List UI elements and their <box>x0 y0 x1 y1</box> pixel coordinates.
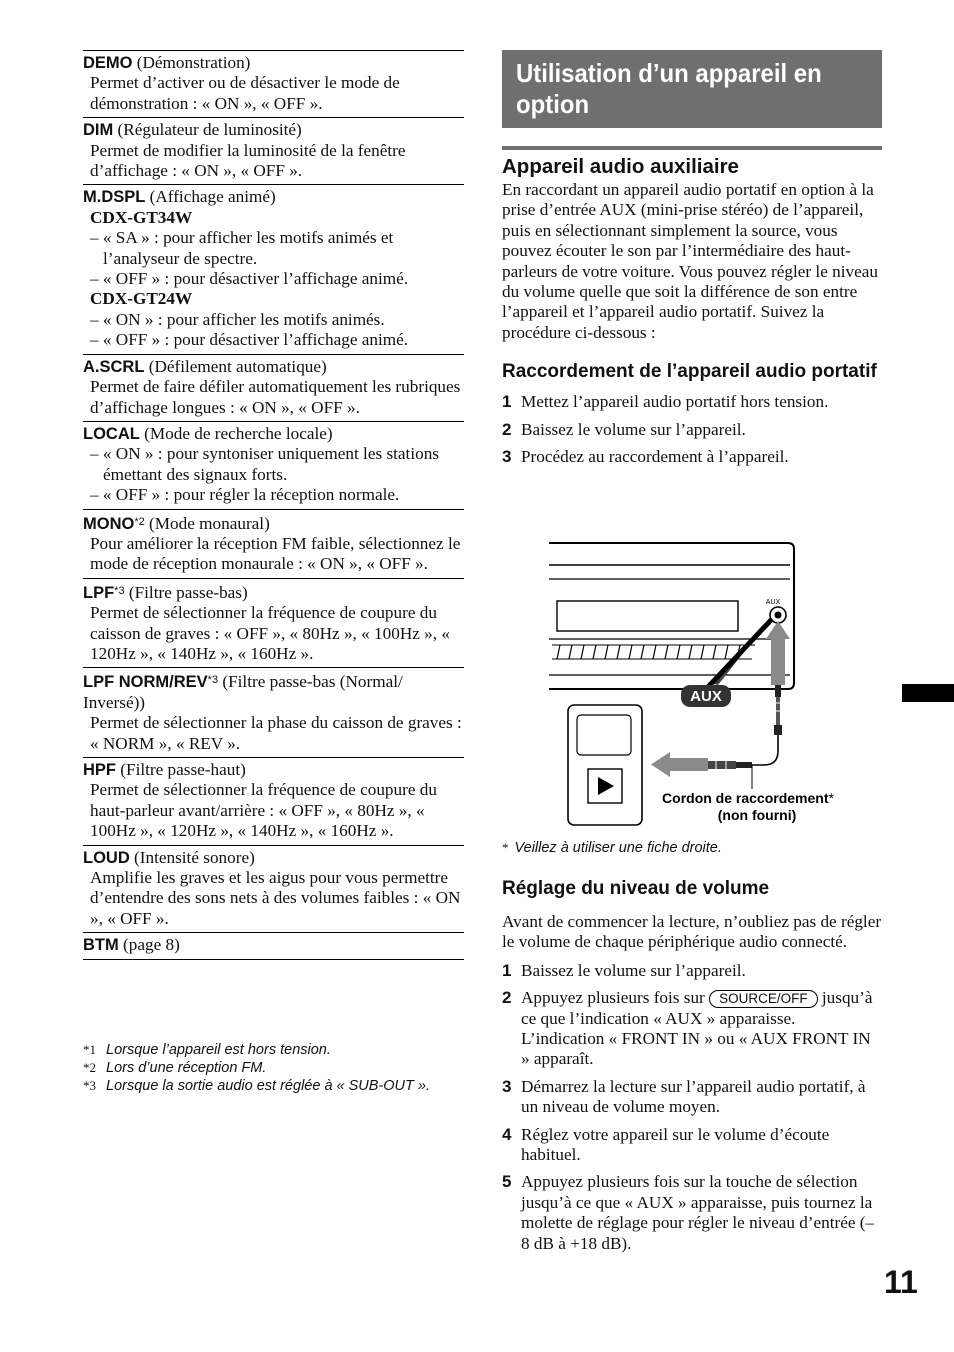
footnote-mark: *1 <box>83 1042 96 1057</box>
setting-description: Permet de faire défiler automatiquement les rubriques d’affichage longues : « ON », « OFF ». <box>90 377 461 417</box>
setting-label: (Intensité sonore) <box>129 847 255 867</box>
volume-intro: Avant de commencer la lecture, n’oubliez pas de régler le volume de chaque périphérique audio connecté. <box>502 912 882 952</box>
step-number: 4 <box>502 1124 512 1144</box>
settings-list <box>83 50 464 960</box>
cord-note: (non fourni) <box>717 807 797 823</box>
step-text: Démarrez la lecture sur l’appareil audio portatif, à un niveau de volume moyen. <box>521 1076 866 1117</box>
setting-entry <box>83 184 464 353</box>
step-text: Procédez au raccordement à l’appareil. <box>521 447 789 467</box>
setting-entry <box>83 50 464 117</box>
step-number: 1 <box>502 392 512 412</box>
step-text: Appuyez plusieurs fois sur SOURCE/OFF jusqu’à ce que l’indication « AUX » apparaisse. L’indication « FRONT IN » ou « AUX FRONT IN » apparaît. <box>521 988 873 1069</box>
connection-step <box>502 447 882 467</box>
setting-label: (Filtre passe-haut) <box>116 760 246 779</box>
car-unit-faceplate <box>549 543 794 689</box>
setting-heading <box>83 670 464 713</box>
setting-label: (Filtre passe-bas (Normal/ Inversé)) <box>83 672 403 712</box>
option-line <box>83 269 464 289</box>
setting-term: M.DSPL <box>83 188 146 207</box>
connection-step <box>502 392 882 412</box>
volume-step <box>502 1077 882 1118</box>
volume-steps <box>502 961 882 1254</box>
setting-entry <box>83 117 464 184</box>
figure-footnote-text: Veillez à utiliser une fiche droite. <box>514 840 722 856</box>
setting-description: Permet de sélectionner la fréquence de coupure du caisson de graves : « OFF », « 80Hz », « 100Hz », « 120Hz », « 140Hz », « 160Hz ». <box>90 603 450 663</box>
cord-label: Cordon de raccordement* <box>662 790 834 806</box>
optional-device-section <box>502 50 882 467</box>
setting-label: (Mode de recherche locale) <box>139 423 333 443</box>
aux-connection-diagram <box>540 535 880 835</box>
setting-term: HPF <box>83 761 116 779</box>
portable-player <box>568 705 642 825</box>
figure-footnote <box>502 840 722 857</box>
option-line <box>83 310 464 330</box>
banner-title: Utilisation d’un appareil en option <box>516 58 822 119</box>
option-text: – « OFF » : pour régler la réception normale. <box>90 485 400 505</box>
footnote <box>83 1059 473 1077</box>
footnotes <box>83 1041 473 1095</box>
step-number: 1 <box>502 960 512 980</box>
setting-label: (Régulateur de luminosité) <box>113 120 302 140</box>
source-off-button: SOURCE/OFF <box>709 990 818 1008</box>
setting-description: Permet d’activer ou de désactiver le mode de démonstration : « ON », « OFF ». <box>90 73 400 113</box>
option-text: – « SA » : pour afficher les motifs animés et l’analyseur de spectre. <box>90 228 394 268</box>
step-text: Baissez le volume sur l’appareil. <box>521 419 746 439</box>
option-line <box>83 228 464 269</box>
setting-entry <box>83 667 464 757</box>
chapter-tab <box>902 684 954 702</box>
setting-entry <box>83 509 464 578</box>
step-text: Appuyez plusieurs fois sur la touche de sélection jusqu’à ce que « AUX » apparaisse, puis tournez la molette de réglage pour régler le niveau d’entrée (–8 dB à +18 dB). <box>521 1172 875 1253</box>
step-number: 3 <box>502 1076 512 1096</box>
step-number: 5 <box>502 1172 512 1192</box>
connection-step <box>502 420 882 440</box>
footnote-ref: *2 <box>134 515 145 528</box>
volume-step <box>502 1172 882 1254</box>
section-title: Appareil audio auxiliaire <box>502 155 739 178</box>
setting-entry <box>83 932 464 959</box>
page-number: 11 <box>884 1264 918 1300</box>
option-text: – « OFF » : pour désactiver l’affichage animé. <box>90 269 409 289</box>
setting-description: Permet de sélectionner la phase du caisson de graves : « NORM », « REV ». <box>90 713 462 753</box>
setting-heading <box>83 760 464 780</box>
setting-entry <box>83 845 464 933</box>
setting-heading <box>83 53 464 73</box>
option-line <box>83 330 464 350</box>
straight-plug <box>774 685 782 735</box>
model-name: CDX-GT24W <box>90 289 193 309</box>
setting-term: LPF NORM/REV <box>83 673 208 692</box>
step-extra-text: L’indication « FRONT IN » ou « AUX FRONT IN » apparaît. <box>521 1029 871 1069</box>
setting-label: (Filtre passe-bas) <box>124 582 248 602</box>
setting-term: LOCAL <box>83 424 140 443</box>
step-text: Baissez le volume sur l’appareil. <box>521 960 746 980</box>
setting-term: MONO <box>83 514 135 533</box>
step-text: Réglez votre appareil sur le volume d’écoute habituel. <box>521 1124 830 1165</box>
option-line <box>83 485 464 505</box>
footnote-text: Lorsque la sortie audio est réglée à « SUB-OUT ». <box>106 1078 430 1094</box>
connection-steps <box>502 392 882 467</box>
connect-arrow <box>651 752 708 777</box>
setting-entry <box>83 757 464 845</box>
aux-badge-label: AUX <box>690 688 722 705</box>
connection-cord <box>752 735 778 765</box>
callout-line <box>708 619 772 687</box>
footnote-mark: *3 <box>83 1078 96 1093</box>
setting-description: Permet de modifier la luminosité de la fenêtre d’affichage : « ON », « OFF ». <box>90 140 406 181</box>
setting-entry <box>83 421 464 509</box>
footnote-text: Lors d’une réception FM. <box>106 1060 267 1076</box>
setting-heading <box>83 512 464 534</box>
subsection-title-volume: Réglage du niveau de volume <box>502 878 770 899</box>
setting-label: (Démonstration) <box>132 53 251 72</box>
footnote <box>83 1077 473 1095</box>
setting-heading <box>83 424 464 444</box>
volume-step <box>502 988 882 1070</box>
setting-heading <box>83 120 464 140</box>
option-text: – « ON » : pour afficher les motifs animés. <box>90 309 385 329</box>
section-rule <box>502 146 882 150</box>
step-text: Mettez l’appareil audio portatif hors tension. <box>521 392 829 412</box>
option-text: – « OFF » : pour désactiver l’affichage animé. <box>90 330 409 350</box>
setting-label: (Affichage animé) <box>145 187 276 207</box>
setting-entry <box>83 354 464 421</box>
setting-label: (page 8) <box>118 935 180 955</box>
intro-paragraph: En raccordant un appareil audio portatif en option à la prise d’entrée AUX (mini-prise stéréo) de l’appareil, puis en sélectionnant simplement la source, vous pouvez écouter le son par l’intermédiaire des haut-parleurs de votre voiture. Vous pouvez régler le niveau du volume quelle que soit la différence de son entre l’appareil et l’appareil audio portatif. Suivez la procédure ci-dessous : <box>502 180 878 342</box>
figure-footnote-mark: * <box>502 840 509 855</box>
setting-label: (Mode monaural) <box>144 513 270 533</box>
aux-badge <box>681 685 731 707</box>
step-number: 2 <box>502 419 512 439</box>
setting-term: LOUD <box>83 848 130 867</box>
option-line <box>83 444 464 485</box>
setting-label: (Défilement automatique) <box>144 356 327 376</box>
model-name: CDX-GT34W <box>90 207 193 227</box>
footnote-text: Lorsque l’appareil est hors tension. <box>106 1042 331 1058</box>
setting-term: A.SCRL <box>83 357 145 376</box>
setting-heading <box>83 357 464 377</box>
volume-step <box>502 1125 882 1166</box>
setting-term: DEMO <box>83 54 133 72</box>
setting-term: DIM <box>83 121 114 140</box>
setting-term: LPF <box>83 583 115 602</box>
setting-heading <box>83 187 464 207</box>
setting-heading <box>83 935 464 955</box>
setting-heading <box>83 848 464 868</box>
footnote <box>83 1041 473 1059</box>
subsection-title-connection: Raccordement de l’appareil audio portatif <box>502 361 877 383</box>
setting-description: Permet de sélectionner la fréquence de coupure du haut-parleur avant/arrière : « OFF », « 80Hz », « 100Hz », « 120Hz », « 140Hz », « 160Hz ». <box>90 780 437 841</box>
setting-description: Amplifie les graves et les aigus pour vous permettre d’entendre des sons nets à des volumes faibles : « ON », « OFF ». <box>90 868 461 928</box>
setting-entry <box>83 578 464 668</box>
section-banner <box>502 50 882 128</box>
setting-heading <box>83 581 464 603</box>
volume-step <box>502 961 882 981</box>
footnote-mark: *2 <box>83 1060 96 1075</box>
footnote-ref: *3 <box>207 674 219 687</box>
step-number: 3 <box>502 447 512 467</box>
setting-term: BTM <box>83 936 119 955</box>
option-text: – « ON » : pour syntoniser uniquement les stations émettant des signaux forts. <box>90 444 439 484</box>
aux-port-label: AUX <box>765 599 781 606</box>
step-number: 2 <box>502 988 512 1008</box>
setting-description: Pour améliorer la réception FM faible, sélectionnez le mode de réception monaurale : « ON », « OFF ». <box>90 533 461 574</box>
volume-section <box>502 878 882 1254</box>
footnote-ref: *3 <box>114 584 125 597</box>
